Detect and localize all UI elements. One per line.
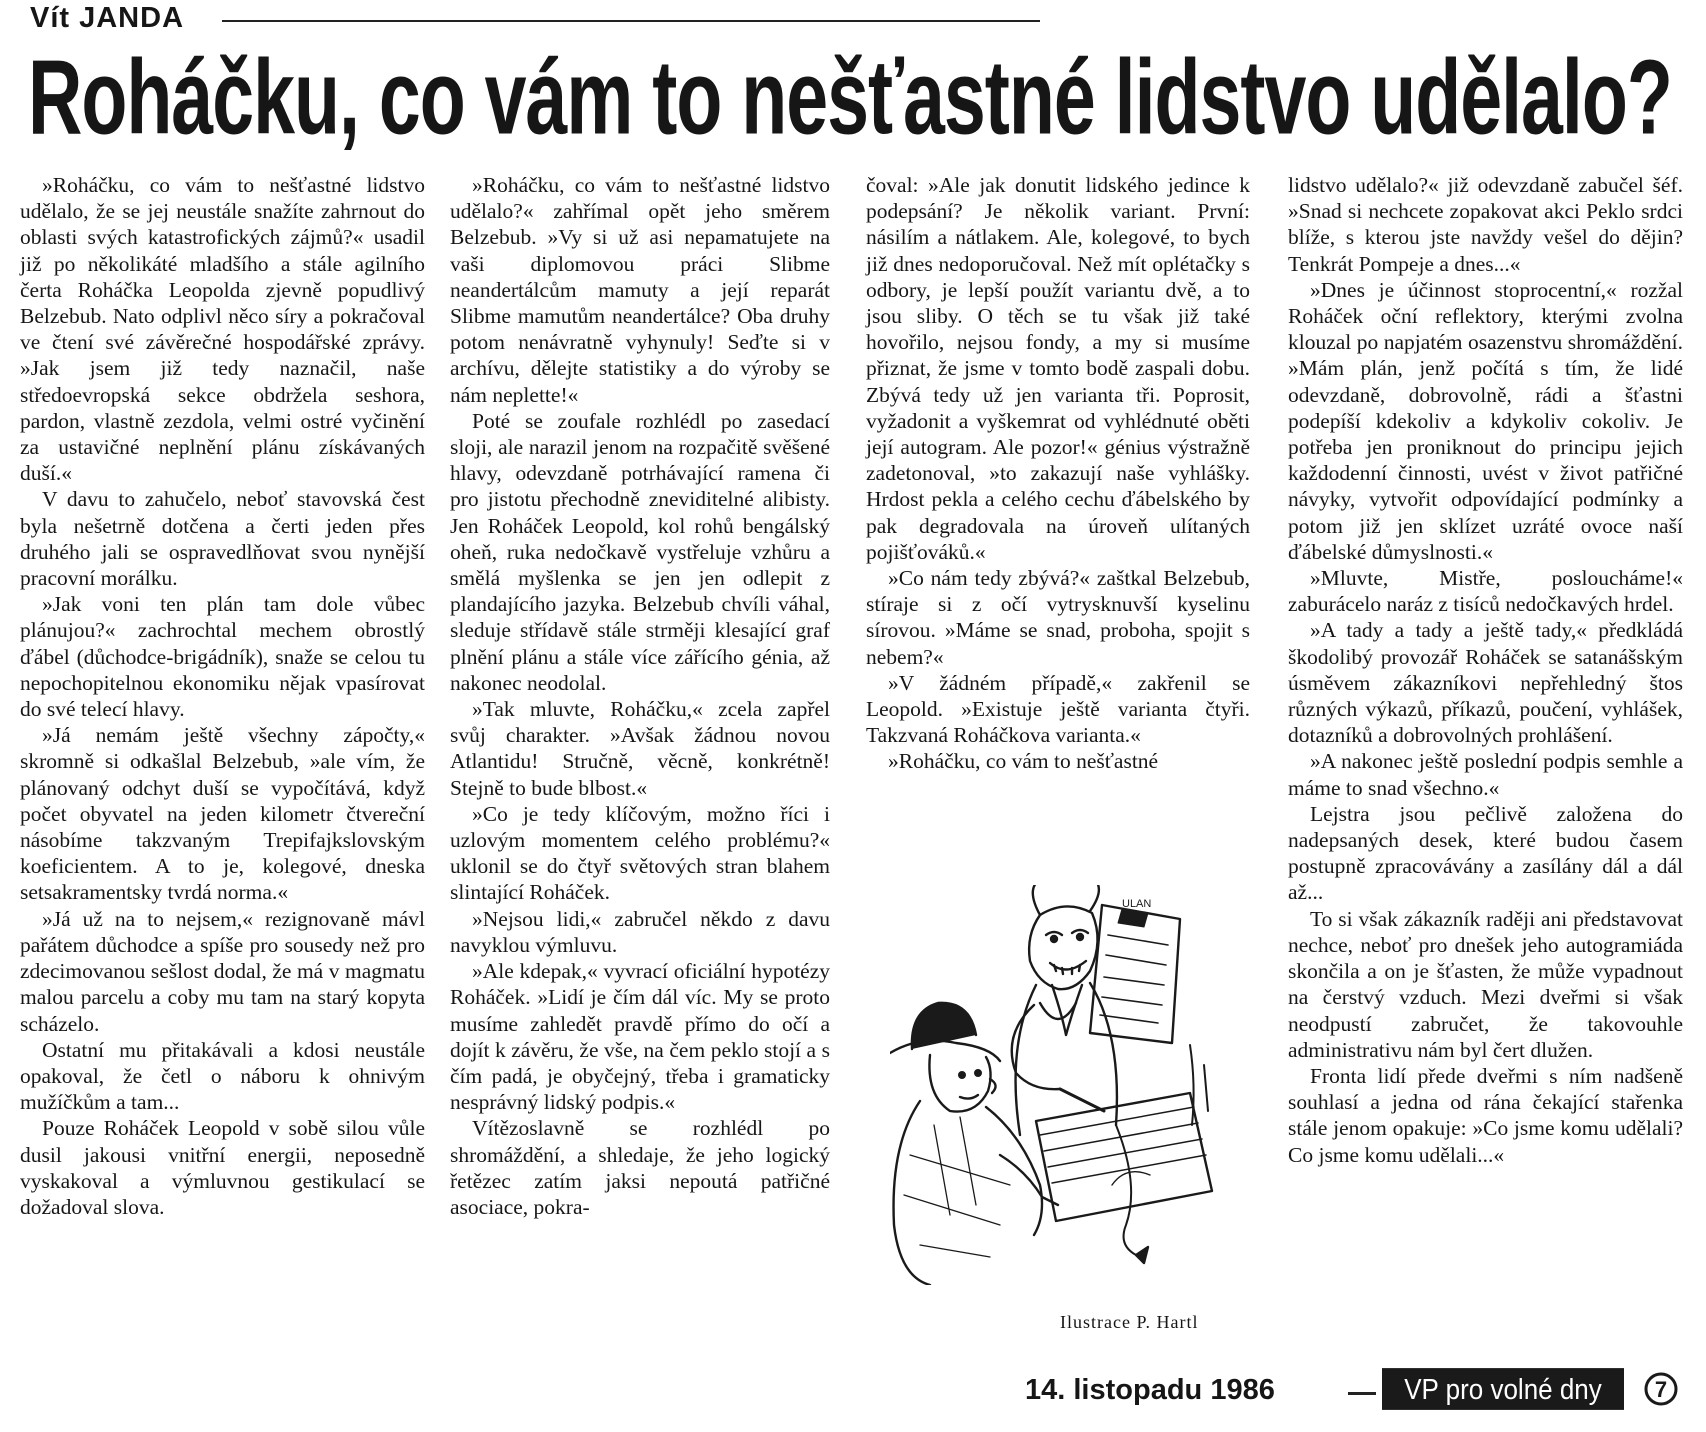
article-paragraph: Lejstra jsou pečlivě založena do nadepsaných desek, které budou časem postupně zpracovávány a zasílány dál a dál až...	[1288, 801, 1683, 905]
article-paragraph: »Já nemám ještě všechny zápočty,« skromně si odkašlal Belzebub, »ale vím, že plánovaný odchyt duší se vypočítává, když počet obyvatel na jeden kilometr čtvereční násobíme takzvaným Trepifajkslovským koeficientem. A to je, kolegové, dneska setsakramentsky tvrdá norma.«	[20, 723, 425, 905]
article-paragraph: To si však zákazník raději ani představovat nechce, neboť pro dnešek jeho autogramiáda skončila a on je šťasten, že může vypadnout na čerstvý vzduch. Mezi dveřmi si však neodpustí zabručet, že takovouhle administrativu nám byl čert dlužen.	[1288, 906, 1683, 1062]
article-paragraph: »A nakonec ještě poslední podpis semhle a máme to snad všechno.«	[1288, 749, 1683, 800]
article-paragraph: lidstvo udělalo?« již odevzdaně zabučel šéf. »Snad si nechcete zopakovat akci Peklo srdci blíže, s kterou jste navždy vešel do dějin? Tenkrát Pompeje a dnes...«	[1288, 173, 1683, 276]
article-paragraph: »Tak mluvte, Roháčku,« zcela zapřel svůj charakter. »Avšak žádnou novou Atlantidu! Stručně, věcně, konkrétně! Stejně to bude blbost.«	[450, 697, 830, 800]
supplement-title: VP pro volné dny	[1382, 1368, 1624, 1410]
article-paragraph: Fronta lidí přede dveřmi s ním nadšeně souhlasí a jedna od rána čekající stařenka stále jenom opakuje: »Co jsme komu udělali? Co jsme komu udělali...«	[1288, 1063, 1683, 1167]
article-column-4	[1288, 172, 1683, 1168]
illustration-sign-text: ULAN	[1122, 898, 1152, 910]
article-paragraph: »Co nám tedy zbývá?« zaštkal Belzebub, stíraje si z očí vytrysknuvší kyselinu sírovou. »Máme se snad, proboha, spojit s nebem?«	[866, 566, 1250, 669]
page-number-badge	[1644, 1372, 1678, 1406]
article-headline: Roháčku, co vám to nešťastné lidstvo udělalo?	[28, 38, 1672, 156]
article-paragraph: »Roháčku, co vám to nešťastné lidstvo udělalo, že se jej neustále snažíte zahrnout do oblasti svých katastrofických zájmů?« usadil již po několikáté mladšího a stále agilního čerta Roháčka Leopolda zjevně popudlivý Belzebub. Nato odplivl něco síry a pokračoval ve čtení své závěrečné hospodářské zprávy. »Jak jsem již tedy naznačil, naše středoevropská sekce obdržela seshora, pardon, vlastně zezdola, velmi ostré vyčinění za ustavičné neplnění plánu získávaných duší.«	[20, 173, 425, 486]
article-paragraph: »Roháčku, co vám to nešťastné	[888, 749, 1159, 774]
article-paragraph: »Roháčku, co vám to nešťastné lidstvo udělalo?« zahřímal opět jeho směrem Belzebub. »Vy si už asi nepamatujete na vaši diplomovou práci Slibme neandertálcům mamuty a její reparát Slibme mamutům neandertálce? Oba druhy potom nenávratně vyhynuly! Seďte si v archívu, dělejte statistiky a do výroby se nám neplette!«	[450, 173, 830, 407]
devil-beard	[1052, 985, 1082, 1035]
illustration-devil-and-customer	[890, 885, 1220, 1285]
devil-horn-left	[1033, 885, 1040, 915]
article-paragraph: »Nejsou lidi,« zabručel někdo z davu navyklou výmluvu.	[450, 906, 830, 957]
article-paragraph: »Co je tedy klíčovým, možno říci i uzlovým momentem celého problému?« uklonil se do čtyř světových stran blahem slintající Roháček.	[450, 801, 830, 905]
page-number: 7	[1654, 1377, 1668, 1402]
article-paragraph: »A tady a tady a ještě tady,« předkládá škodolibý provozář Roháček se satanášským úsměvem zákazníkovi nepřehledný štos různých výkazů, příkazů, poučení, vyhlášek, dotazníků a dobrovolných prohlášení.	[1288, 618, 1683, 748]
desk-papers	[1036, 1093, 1212, 1221]
article-paragraph: »Jak voni ten plán tam dole vůbec plánujou?« zachrochtal mechem obrostlý ďábel (důchodce-brigádník), snaže se celou tu nepochopitelnou ekonomiku nějak vpasírovat do své telecí hlavy.	[20, 592, 425, 722]
illustration-caption: Ilustrace P. Hartl	[1060, 1312, 1199, 1332]
issue-date: 14. listopadu 1986	[1025, 1374, 1275, 1406]
article-paragraph: Poté se zoufale rozhlédl po zasedací sloji, ale narazil jenom na rozpačitě svěšené hlavy, odevzdaně potrhávající ramena či pro jistotu přechodně zneviditelné alibisty. Jen Roháček Leopold, kol rohů bengálský oheň, ruka nedočkavě vystřeluje vzhůru a smělá myšlenka se jen jen odlepit z plandajícího jazyka. Belzebub chvíli váhal, sleduje střídavě stále strměji klesající graf plnění plánu a stále více zářícího génia, až nakonec neodolal.	[450, 408, 830, 695]
article-paragraph: Pouze Roháček Leopold v sobě silou vůle dusil jakousi vnitřní energii, neposedně vyskakoval a výmluvnou gestikulací se dožadoval slova.	[20, 1116, 425, 1219]
article-column-2	[450, 172, 830, 1220]
devil-horn-right	[1090, 885, 1099, 911]
author-byline: Vít JANDA	[30, 2, 185, 34]
customer-hat-brim	[890, 1041, 1000, 1061]
article-paragraph: »V žádném případě,« zakřenil se Leopold. »Existuje ještě varianta čtyři. Takzvaná Roháčkova varianta.«	[866, 670, 1250, 748]
article-paragraph: »Dnes je účinnost stoprocentní,« rozžal Roháček oční reflektory, kterými zvolna klouzal po napjatém osazenstvu shromáždění. »Mám plán, jenž počítá s tím, že lidé odevzdaně, dobrovolně, rádi a šťastni podepíší kdekoliv a kdykoliv cokoliv. Je potřeba jen proniknout do principu jejich každodenní činnosti, uvést v život patřičné návyky, vytvořit odpovídající podmínky a potom již jen sklízet uzráté ovoce naší ďábelské důmyslnosti.«	[1288, 277, 1683, 564]
article-paragraph: čoval: »Ale jak donutit lidského jedince k podepsání? Je několik variant. První: násilím a nátlakem. Ale, kolegové, to bych již dnes nedoporučoval. Než mít oplétačky s odbory, je lepší použít variantu dvě, a to jsou sliby. O těch se tu však již také hovořilo, nejsou fondy, a my si musíme přiznat, že jsme v tomto bodě zaspali dobu. Zbývá tedy už jen varianta tři. Poprosit, vyžadonit a vyškemrat od vyhlédnuté oběti její autogram. Ale pozor!« génius výstražně zadetonoval, »to zakazují naše vyhlášky. Hrdost pekla a celého cechu ďábelského by pak degradovala na úroveň ulítaných pojišťováků.«	[866, 173, 1250, 564]
article-column-3	[866, 172, 1250, 775]
article-paragraph: V davu to zahučelo, neboť stavovská čest byla nešetrně dotčena a čerti jeden přes druhého jali se ospravedlňovat svou nynější pracovní morálku.	[20, 487, 425, 591]
article-paragraph: Ostatní mu přitakávali a kdosi neustále opakoval, že četl o náboru k ohnivým mužíčkům a tam...	[20, 1037, 425, 1115]
devil-head	[1029, 906, 1097, 989]
article-paragraph: »Ale kdepak,« vyvrací oficiální hypotézy Roháček. »Lidí je čím dál víc. My se proto musíme zahledět pravdě přímo do očí a dojít k závěru, že vše, na čem peklo stojí a s čím padá, je obyčejný, třeba i gramaticky nesprávný lidský podpis.«	[450, 959, 830, 1115]
article-paragraph: Vítězoslavně se rozhlédl po shromáždění, a shledaje, že jeho logický řetězec zatím jaksi nepoutá patřičné asociace, pokra-	[450, 1116, 830, 1219]
article-paragraph: »Mluvte, Mistře, posloucháme!« zaburácelo naráz z tisíců nedočkavých hrdel.	[1288, 566, 1683, 617]
article-paragraph: »Já už na to nejsem,« rezignovaně mávl pařátem důchodce a spíše pro sousedy než pro zdecimovanou sešlost dodal, že má v magmatu malou parcelu a coby mu tam na starý kopyta scházelo.	[20, 906, 425, 1036]
footer-dash	[1348, 1392, 1376, 1395]
article-column-1	[20, 172, 425, 1220]
customer-face	[929, 1055, 990, 1112]
